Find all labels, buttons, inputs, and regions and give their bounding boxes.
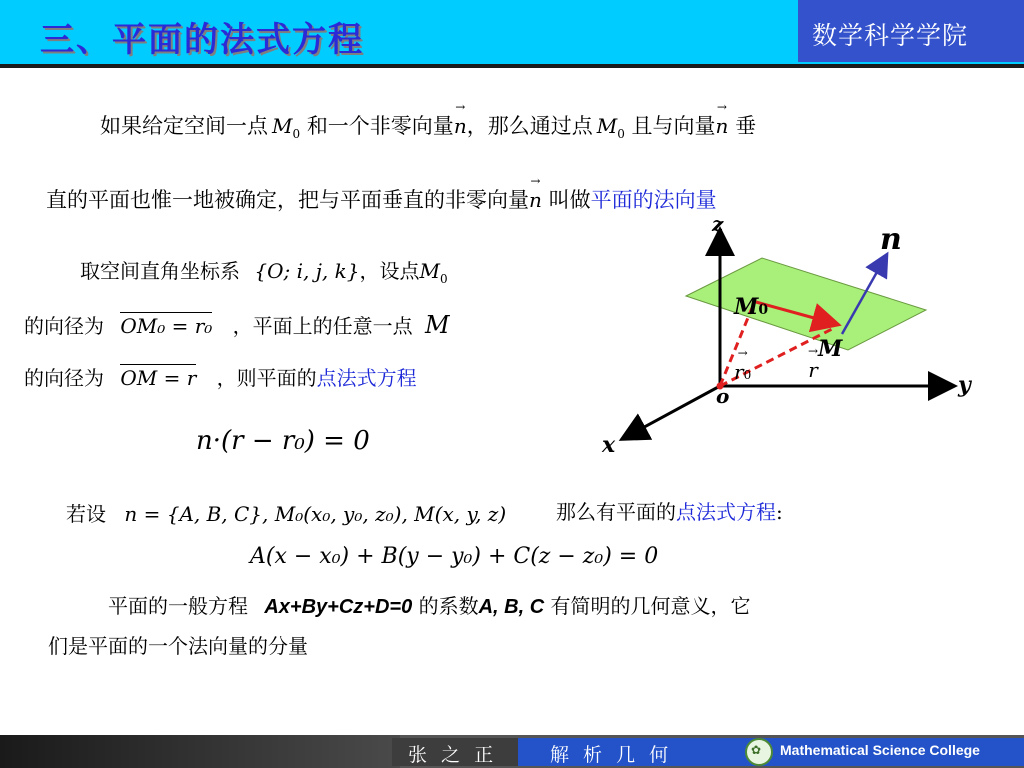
plane-shape	[686, 258, 926, 350]
coord-line-1	[80, 255, 448, 286]
course-name: 解 析 几 何	[550, 744, 673, 766]
coord-text: 的向径为	[24, 366, 104, 390]
college-name: 数学科学学院	[812, 21, 969, 50]
axis-label-z: z	[712, 212, 724, 236]
intro-line-1	[100, 110, 756, 141]
equation-OM0: OM₀ = r₀	[120, 314, 213, 338]
point-M0: M	[272, 114, 293, 138]
point-M0: M	[419, 259, 440, 283]
setup-colon: :	[776, 500, 783, 524]
point-M0-letter: M	[734, 294, 759, 320]
author-name: 张 之 正	[408, 744, 498, 766]
intro-text: 和一个非零向量	[306, 114, 454, 138]
point-M-label: M	[818, 336, 843, 362]
general-text: 平面的一般方程	[108, 594, 248, 618]
english-college-name: Mathematical Science College	[780, 742, 980, 758]
slide-title: 三、平面的法式方程	[40, 20, 364, 60]
coord-line-2	[24, 310, 450, 339]
coord-text: 取空间直角坐标系	[80, 259, 240, 283]
vector-n: → n	[716, 114, 729, 138]
general-text: 的系数	[418, 594, 479, 618]
intro-text: 叫做	[548, 188, 591, 212]
point-normal-term: 点法式方程	[316, 366, 417, 390]
point-normal-term: 点法式方程	[676, 500, 776, 524]
setup-text: 若设	[66, 502, 106, 526]
axis-label-x: x	[602, 432, 616, 458]
coord-line-3	[24, 362, 417, 391]
subscript-0: 0	[617, 127, 625, 141]
point-M0: M	[596, 114, 618, 138]
logo-mark-icon: ✿	[751, 743, 762, 757]
general-text: 有简明的几何意义，它	[550, 594, 751, 618]
subscript-0: 0	[292, 127, 301, 141]
axis-label-y: y	[958, 372, 971, 398]
header-divider	[0, 64, 1024, 68]
x-axis	[624, 386, 720, 438]
coord-text: ，则平面的	[216, 366, 317, 390]
intro-text: 且与向量	[631, 114, 716, 138]
vector-n: → n	[454, 114, 467, 138]
coord-text: ，平面上的任意一点	[232, 314, 413, 338]
point-M0-subscript: 0	[758, 302, 769, 318]
setup-suffix	[556, 496, 783, 525]
r0-subscript: 0	[743, 368, 752, 382]
setup-line	[66, 498, 506, 527]
normal-vector-term: 平面的法向量	[590, 188, 717, 212]
general-equation: Ax+By+Cz+D=0	[264, 596, 413, 618]
intro-text: 垂	[735, 114, 757, 138]
vector-n: → n	[529, 188, 542, 212]
intro-text: 直的平面也惟一地被确定，把与平面垂直的非零向量	[46, 188, 529, 212]
coord-text: ，设点	[359, 259, 420, 283]
origin-label: o	[716, 384, 730, 408]
footer-gradient	[0, 735, 400, 768]
vector-equation: n·(r − r₀) = 0	[196, 426, 370, 456]
point-M0-label	[734, 294, 768, 320]
setup-text: 那么有平面的	[556, 500, 676, 524]
intro-text: ，那么通过点	[466, 114, 593, 138]
coordinate-frame: {O; i, j, k}	[254, 259, 360, 283]
coefficients: A, B, C	[478, 596, 545, 618]
r-label: → r	[808, 358, 818, 382]
plane-diagram	[596, 210, 986, 460]
r0-label	[734, 360, 751, 384]
normal-label: n	[880, 222, 902, 257]
subscript-0: 0	[439, 272, 448, 286]
general-line-2: 们是平面的一个法向量的分量	[48, 634, 308, 658]
general-line-1	[108, 590, 751, 619]
intro-text: 如果给定空间一点	[100, 114, 268, 138]
point-M: M	[425, 311, 450, 339]
setup-expression: n = {A, B, C}, M₀(x₀, y₀, z₀), M(x, y, z)	[124, 502, 507, 526]
coord-text: 的向径为	[24, 314, 104, 338]
equation-OM: OM = r	[120, 366, 197, 390]
scalar-equation: A(x − x₀) + B(y − y₀) + C(z − z₀) = 0	[250, 544, 659, 569]
r0-letter: r	[734, 360, 744, 384]
